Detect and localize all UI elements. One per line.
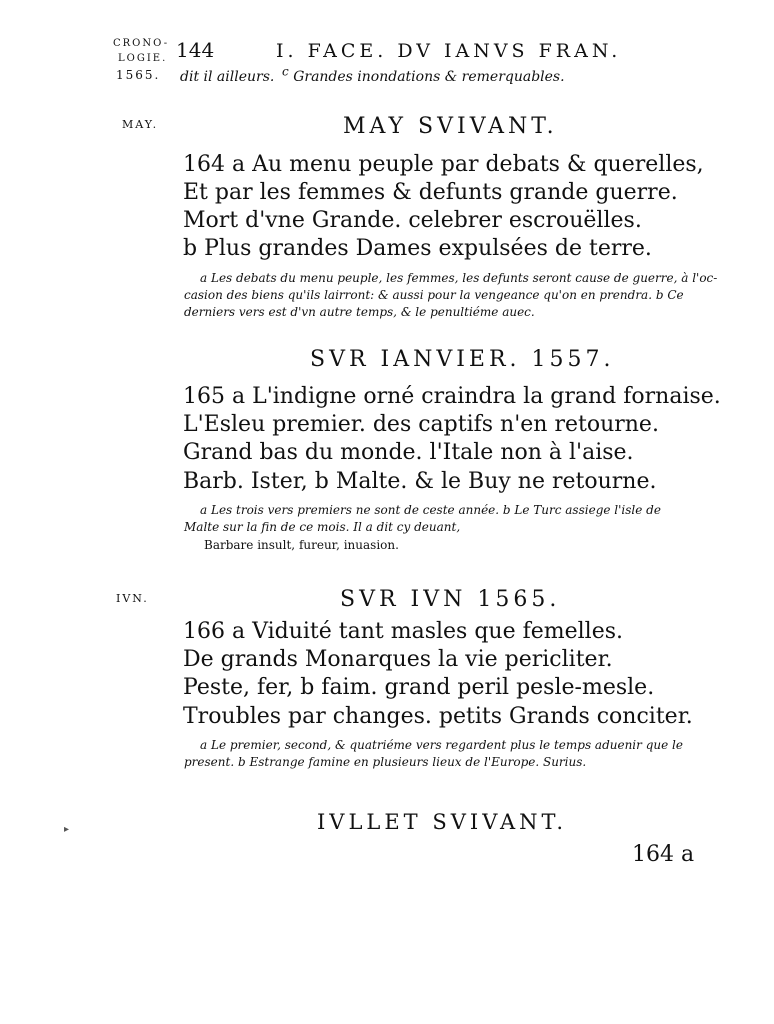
verse-line: Grand bas du monde. l'Itale non à l'aise. — [183, 440, 634, 465]
verse-line: 165 a L'indigne orné craindra la grand fornaise. — [183, 384, 721, 409]
note-line: a Le premier, second, & quatriéme vers regardent plus le temps aduenir que le — [200, 738, 683, 752]
note-mark: c — [282, 64, 289, 79]
running-head: I. FACE. DV IANVS FRAN. — [276, 40, 622, 62]
verse-line: 164 a Au menu peuple par debats & querelles, — [183, 152, 704, 177]
margin-label-may: MAY. — [122, 118, 159, 131]
stray-mark: ▸ — [64, 824, 70, 835]
verse-line: Peste, fer, b faim. grand peril pesle-mesle. — [183, 675, 655, 700]
section-title-janvier: SVR IANVIER. 1557. — [310, 347, 615, 372]
subline-note — [282, 64, 565, 85]
note-line: casion des biens qu'ils lairront: & aussi pour la vengeance qu'on en prendra. b Ce — [184, 288, 684, 302]
verse-line: Troubles par changes. petits Grands conciter. — [183, 704, 693, 729]
note-line: a Les debats du menu peuple, les femmes, les defunts seront cause de guerre, à l'oc- — [200, 271, 718, 285]
verse-line: De grands Monarques la vie pericliter. — [183, 647, 613, 672]
note-line: a Les trois vers premiers ne sont de ceste année. b Le Turc assiege l'isle de — [200, 503, 661, 517]
subline-right: Grandes inondations & remerquables. — [293, 69, 565, 85]
verse-line: b Plus grandes Dames expulsées de terre. — [183, 236, 652, 261]
verse-line: L'Esleu premier. des captifs n'en retourne. — [183, 412, 659, 437]
note-line: Malte sur la fin de ce mois. Il a dit cy deuant, — [184, 520, 461, 534]
verse-line: Mort d'vne Grande. celebrer escrouëlles. — [183, 208, 642, 233]
section-title-juin: SVR IVN 1565. — [340, 587, 561, 612]
margin-label-chronologie: CRONO- — [113, 38, 170, 49]
next-section-title: IVLLET SVIVANT. — [317, 810, 568, 834]
note-line: derniers vers est d'vn autre temps, & le penultiéme auec. — [184, 305, 535, 319]
page-number: 144 — [176, 38, 215, 62]
subline-left: dit il ailleurs. — [180, 69, 275, 85]
verse-line: 166 a Viduité tant masles que femelles. — [183, 619, 624, 644]
verse-line: Barb. Ister, b Malte. & le Buy ne retourne. — [183, 469, 657, 494]
catchword: 164 a — [632, 842, 695, 867]
margin-label-juin: IVN. — [116, 592, 149, 605]
verse-line: Et par les femmes & defunts grande guerre. — [183, 180, 678, 205]
note-line: present. b Estrange famine en plusieurs lieux de l'Europe. Surius. — [184, 755, 587, 769]
section-title-may: MAY SVIVANT. — [343, 114, 558, 139]
margin-year: 1565. — [116, 68, 161, 82]
margin-label-logie: LOGIE. — [118, 53, 168, 64]
quoted-verse: Barbare insult, fureur, inuasion. — [204, 538, 399, 552]
